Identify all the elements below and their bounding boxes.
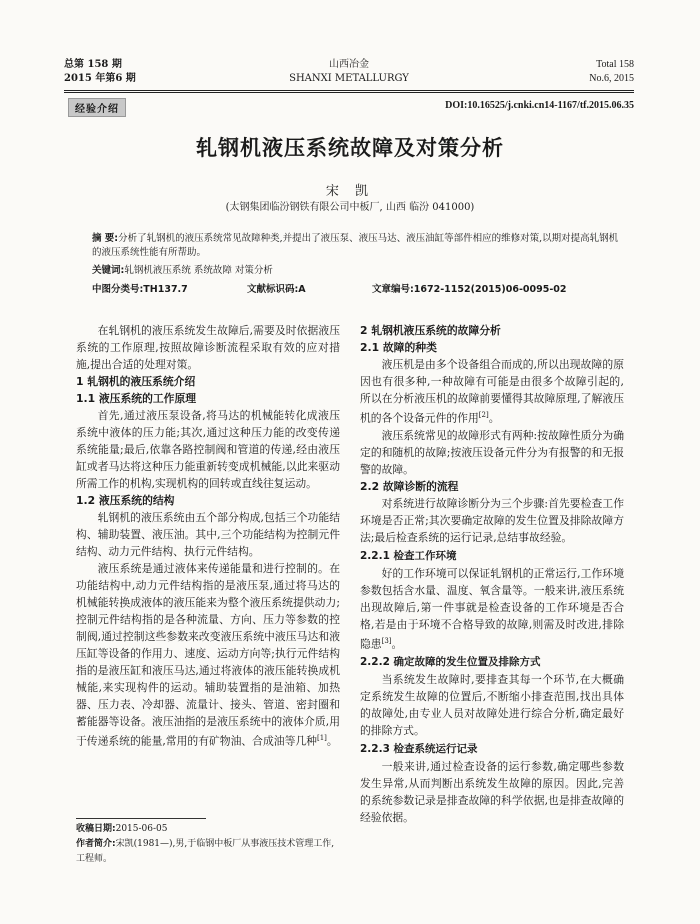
journal-name-cn: 山西冶金 <box>329 59 369 70</box>
subsubsection-heading: 2.2.1 检查工作环境 <box>360 549 457 562</box>
section-heading: 2 轧钢机液压系统的故障分析 <box>360 324 501 337</box>
body-paragraph: 首先,通过液压泵设备,将马达的机械能转化成液压系统中液体的压力能;其次,通过这种压力能的改变传递系统能量;最后,依靠各路控制阀和管道的传递,经由液压缸或者马达将这种压力能重新转变成机械能,以此来驱动所需工作的机构,实现机构的回转或直线往复运动。 <box>76 409 340 490</box>
section-tag: 经验介绍 <box>68 98 126 117</box>
article-number: 文章编号:1672-1152(2015)06-0095-02 <box>372 284 567 295</box>
subsection-heading: 1.2 液压系统的结构 <box>76 494 175 507</box>
paragraph-text: 液压机是由多个设备组合而成的,所以出现故障的原因也有很多种,一种故障有可能是由很多个故障引起的,所以在分析液压机的故障前要懂得其故障原理,了解液压机的各个设备元件的作用 <box>360 358 624 425</box>
body-paragraph: 对系统进行故障诊断分为三个步骤:首先要检查工作环境是否正常;其次要确定故障的发生位置及排除故障方法;最后检查系统的运行记录,总结事故经验。 <box>360 496 624 544</box>
section-heading: 1 轧钢机的液压系统介绍 <box>76 375 196 388</box>
abstract-text: 分析了轧钢机的液压系统常见故障种类,并提出了液压泵、液压马达、液压油缸等部件相应的维修对策,以期对提高轧钢机的液压系统性能有所帮助。 <box>92 233 619 258</box>
issue-info-en <box>589 58 634 86</box>
paragraph-text: 液压系统是通过液体来传递能量和进行控制的。在功能结构中,动力元件结构指的是液压泵,通过将马达的机械能转换成液体的液压能来为整个液压系统提供动力;控制元件结构指的是各种流量、方向、压力等参数的控制阀,通过控制这些参数来改变液压系统中液压马达和液压缸等设备的作用力、速度、运动方向等;执行元件结构指的是液压缸和液压马达,通过将液体的液压能转换成机械能,来实现构件的运动。辅助装置指的是油箱、加热器、压力表、冷却器、流量计、接头、管道、密封圈和蓄能器等设备。液压油指的是液压系统中的液体介质,用于传递系统的能量,常用的有矿物油、合成油等几种 <box>76 562 340 748</box>
issue-total: 总第 158 期 <box>64 59 122 70</box>
author-bio-label: 作者简介: <box>76 839 116 849</box>
received-date <box>76 822 340 837</box>
left-column <box>76 322 340 750</box>
body-paragraph: 液压系统常见的故障形式有两种:按故障性质分为确定的和随机的故障;按液压设备元件分为有报警的和无报警的故障。 <box>360 428 624 476</box>
citation-ref: [3] <box>381 636 392 645</box>
right-column <box>360 322 624 826</box>
header-rule <box>64 90 634 91</box>
subsection-heading: 2.2 故障诊断的流程 <box>360 479 459 493</box>
abstract <box>92 232 622 260</box>
issue-total-en: Total 158 <box>596 59 634 70</box>
journal-name-en: SHANXI METALLURGY <box>289 73 409 84</box>
subsection-heading: 2.1 故障的种类 <box>360 341 437 354</box>
classification-number: 中图分类号:TH137.7 <box>92 284 188 295</box>
author-affiliation: (太钢集团临汾钢铁有限公司中板厂, 山西 临汾 041000) <box>225 202 475 213</box>
author-bio-text: 宋凯(1981—),男,于临钢中板厂从事液压技术管理工作,工程师。 <box>76 839 335 864</box>
paragraph-text: 好的工作环境可以保证轧钢机的正常运行,工作环境参数包括含水量、温度、氧含量等。一般来讲,液压系统出现故障后,第一件事就是检查设备的工作环境是否合格,若是由于环境不合格导致的故障,则需及时改进,排除隐患 <box>360 566 624 651</box>
doi: DOI:10.16525/j.cnki.cn14-1167/tf.2015.06.35 <box>445 100 634 111</box>
subsubsection-heading: 2.2.3 检查系统运行记录 <box>360 743 478 756</box>
body-paragraph: 轧钢机的液压系统由五个部分构成,包括三个功能结构、辅助装置、液压油。其中,三个功能结构为控制元件结构、动力元件结构、执行元件结构。 <box>76 511 340 558</box>
header-rule-secondary <box>64 92 634 93</box>
journal-name <box>64 58 634 86</box>
received-date-label: 收稿日期: <box>76 824 116 834</box>
body-paragraph: 当系统发生故障时,要排查其每一个环节,在大概确定系统发生故障的位置后,不断缩小排查范围,找出具体的故障处,由专业人员对故障处进行综合分析,确定最好的排除方式。 <box>360 673 624 738</box>
citation-ref: [2] <box>478 411 489 419</box>
footnote-rule <box>76 818 206 819</box>
body-paragraph: 好的工作环境可以保证轧钢机的正常运行,工作环境参数包括含水量、温度、氧含量等。一般来讲,液压系统出现故障后,第一件事就是检查设备的工作环境是否合格,若是由于环境不合格导致的故障,则需及时改进,排除隐患[3]。 <box>360 566 624 651</box>
body-paragraph: 液压系统是通过液体来传递能量和进行控制的。在功能结构中,动力元件结构指的是液压泵,通过将马达的机械能转换成液体的液压能来为整个液压系统提供动力;控制元件结构指的是各种流量、方向、压力等参数的控制阀,通过控制这些参数来改变液压系统中液压马达和液压缸等设备的作用力、速度、运动方向等;执行元件结构指的是液压缸和液压马达,通过将液体的液压能转换成机械能,来实现构件的运动。辅助装置指的是油箱、加热器、压力表、冷却器、流量计、接头、管道、密封圈和蓄能器等设备。液压油指的是液压系统中的液体介质,用于传递系统的能量,常用的有矿物油、合成油等几种[1]。 <box>76 562 340 748</box>
author-name: 宋 凯 <box>325 184 375 199</box>
document-code: 文献标识码:A <box>247 284 306 295</box>
abstract-label: 摘 要: <box>92 233 119 244</box>
issue-number: 2015 年第6 期 <box>64 73 136 84</box>
citation-ref: [1] <box>316 734 327 742</box>
body-paragraph: 液压机是由多个设备组合而成的,所以出现故障的原因也有很多种,一种故障有可能是由很多个故障引起的,所以在分析液压机的故障前要懂得其故障原理,了解液压机的各个设备元件的作用[2]。 <box>360 358 624 425</box>
keywords <box>92 264 622 278</box>
subsubsection-heading: 2.2.2 确定故障的发生位置及排除方式 <box>360 656 541 669</box>
article-title: 轧钢机液压系统故障及对策分析 <box>196 136 504 160</box>
keywords-text: 轧钢机液压系统 系统故障 对策分析 <box>124 265 273 276</box>
keywords-label: 关键词: <box>92 265 125 276</box>
issue-number-en: No.6, 2015 <box>589 73 634 84</box>
footnote <box>76 822 340 867</box>
body-paragraph: 一般来讲,通过检查设备的运行参数,确定哪些参数发生异常,从而判断出系统发生故障的原因。因此,完善的系统参数记录是排查故障的科学依据,也是排查故障的经验依据。 <box>360 760 624 825</box>
author-bio <box>76 837 340 867</box>
intro-paragraph: 在轧钢机的液压系统发生故障后,需要及时依据液压系统的工作原理,按照故障诊断流程采取有效的应对措施,提出合适的处理对策。 <box>76 324 340 371</box>
received-date-value: 2015-06-05 <box>115 824 168 834</box>
running-header <box>64 58 634 92</box>
subsection-heading: 1.1 液压系统的工作原理 <box>76 392 197 405</box>
